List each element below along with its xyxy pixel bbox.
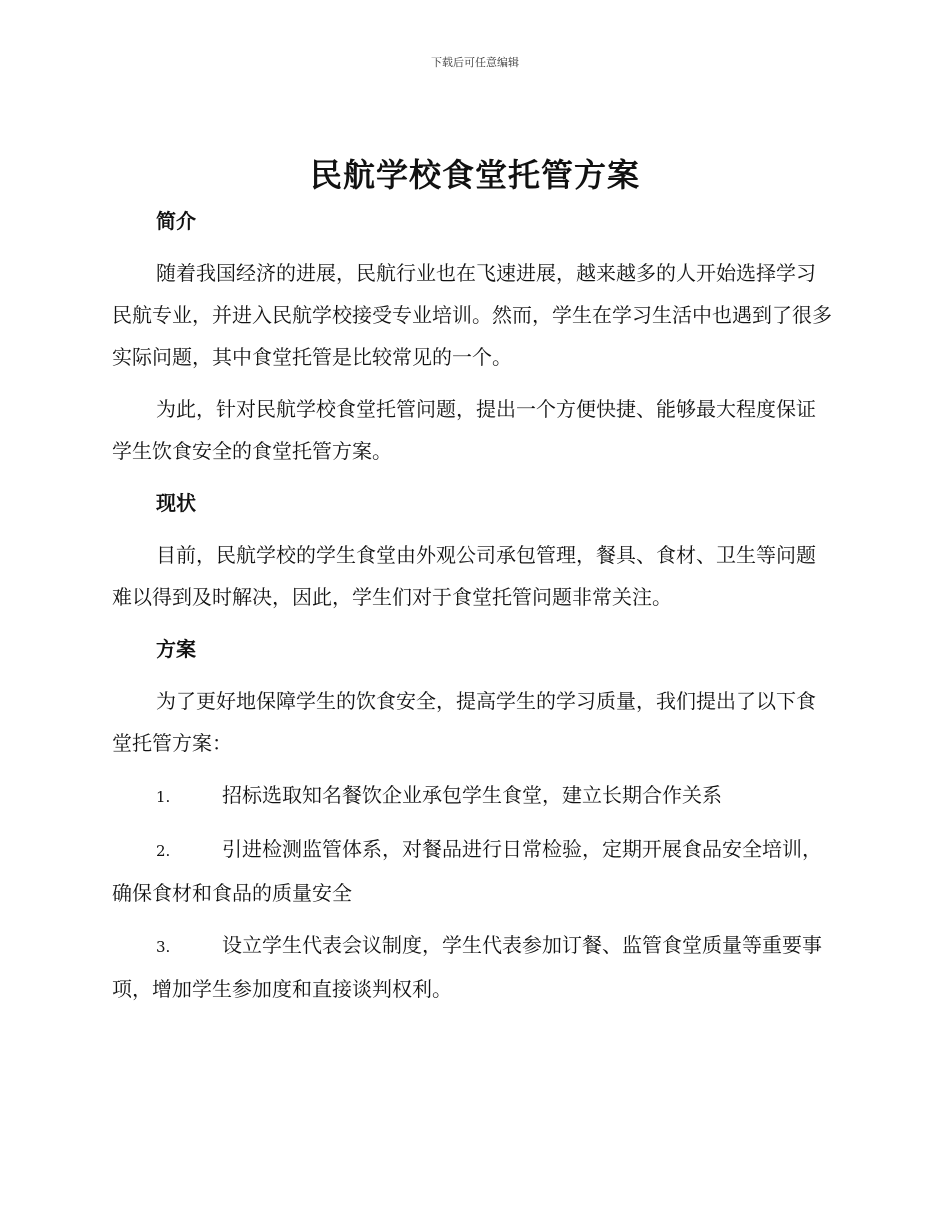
status-paragraph-1: 目前，民航学校的学生食堂由外观公司承包管理，餐具、食材、卫生等问题难以得到及时解决，因此，学生们对于食堂托管问题非常关注。 [112, 543, 816, 609]
section-heading-plan: 方案 [156, 637, 196, 661]
list-item-text: 设立学生代表会议制度，学生代表参加订餐、监管食堂质量等重要事项，增加学生参加度和直接谈判权利。 [112, 933, 822, 1001]
list-item-number: 2. [156, 842, 171, 860]
section-heading-intro: 简介 [156, 209, 196, 233]
section-heading-status: 现状 [156, 491, 196, 515]
list-item [112, 828, 834, 914]
list-item-number: 1. [156, 788, 171, 806]
list-item-text: 招标选取知名餐饮企业承包学生食堂，建立长期合作关系 [222, 783, 722, 807]
plan-paragraph-1: 为了更好地保障学生的饮食安全，提高学生的学习质量，我们提出了以下食堂托管方案： [112, 689, 816, 755]
page-header: 下载后可任意编辑 [431, 56, 519, 69]
list-item [112, 774, 834, 818]
document-title: 民航学校食堂托管方案 [309, 156, 640, 194]
list-item-number: 3. [156, 938, 171, 956]
document-body [112, 200, 834, 1010]
intro-paragraph-2: 为此，针对民航学校食堂托管问题，提出一个方便快捷、能够最大程度保证学生饮食安全的食堂托管方案。 [112, 397, 816, 463]
list-item [112, 924, 834, 1010]
intro-paragraph-1: 随着我国经济的进展，民航行业也在飞速进展，越来越多的人开始选择学习民航专业，并进入民航学校接受专业培训。然而，学生在学习生活中也遇到了很多实际问题，其中食堂托管是比较常见的一个。 [112, 261, 832, 369]
list-item-text: 引进检测监管体系，对餐品进行日常检验，定期开展食品安全培训，确保食材和食品的质量安全 [112, 837, 822, 905]
